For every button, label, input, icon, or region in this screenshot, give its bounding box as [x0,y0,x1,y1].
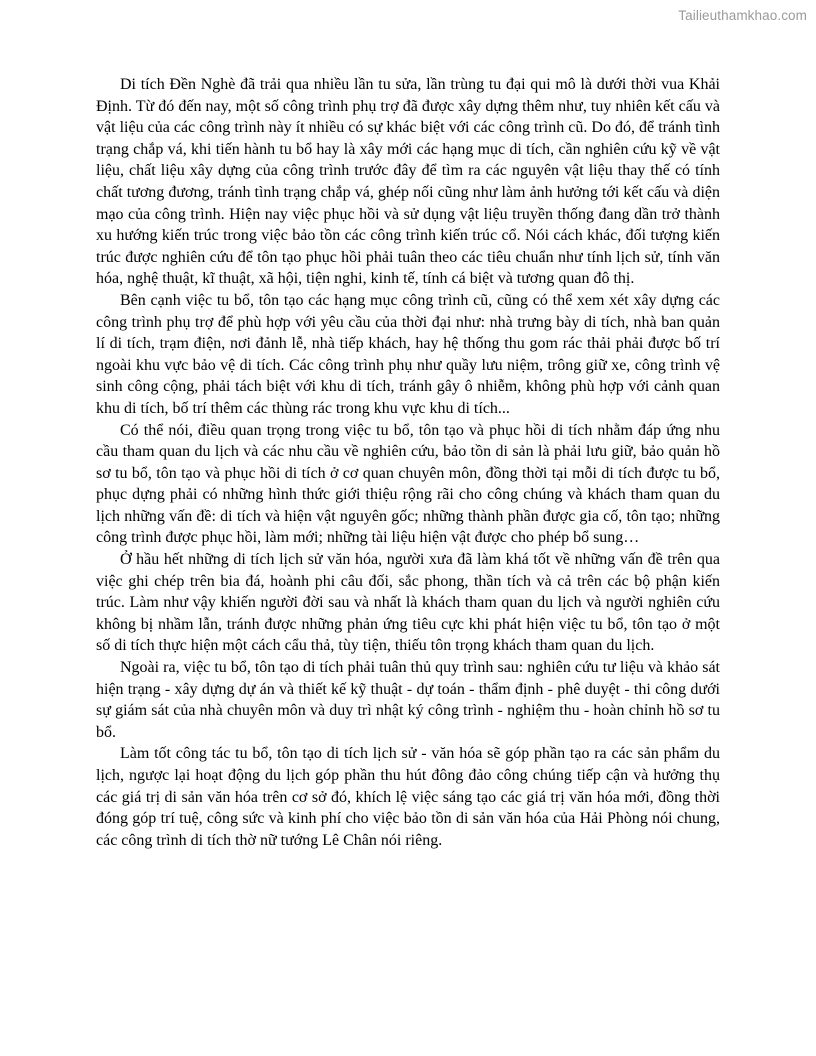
paragraph-3: Có thể nói, điều quan trọng trong việc tu bổ, tôn tạo và phục hồi di tích nhằm đáp ứng nhu cầu tham quan du lịch và các nhu cầu về nghiên cứu, bảo tồn di sản là phải lưu giữ, bảo quản hồ sơ tu bổ, tôn tạo và phục hồi di tích ở cơ quan chuyên môn, đồng thời tại mỗi di tích được tu bổ, phục dựng phải có những hình thức giới thiệu rộng rãi cho công chúng và khách tham quan du lịch những vấn đề: di tích và hiện vật nguyên gốc; những thành phần được gia cố, tôn tạo; những công trình được phục hồi, làm mới; những tài liệu hiện vật được cho phép bổ sung… [96,421,720,547]
document-body [96,74,720,851]
paragraph-6: Làm tốt công tác tu bổ, tôn tạo di tích lịch sử - văn hóa sẽ góp phần tạo ra các sản phẩm du lịch, ngược lại hoạt động du lịch góp phần thu hút đông đảo công chúng tiếp cận và hưởng thụ các giá trị di sản văn hóa trên cơ sở đó, khích lệ việc sáng tạo các giá trị văn hóa mới, đồng thời đóng góp trí tuệ, công sức và kinh phí cho việc bảo tồn di sản văn hóa của Hải Phòng nói chung, các công trình di tích thờ nữ tướng Lê Chân nói riêng. [96,745,720,849]
paragraph-5: Ngoài ra, việc tu bổ, tôn tạo di tích phải tuân thủ quy trình sau: nghiên cứu tư liệu và khảo sát hiện trạng - xây dựng dự án và thiết kế kỹ thuật - dự toán - thẩm định - phê duyệt - thi công dưới sự giám sát của nhà chuyên môn và duy trì nhật ký công trình - nghiệm thu - hoàn chỉnh hồ sơ tu bổ. [96,659,720,741]
paragraph-1: Di tích Đền Nghè đã trải qua nhiều lần tu sửa, lần trùng tu đại qui mô là dưới thời vua Khải Định. Từ đó đến nay, một số công trình phụ trợ đã được xây dựng thêm như, tuy nhiên kết cấu và vật liệu của các công trình này ít nhiều có sự khác biệt với các công trình cũ. Do đó, để tránh tình trạng chắp vá, khi tiến hành tu bổ hay là xây mới các hạng mục di tích, cần nghiên cứu kỹ về vật liệu, chất liệu xây dựng của công trình trước đây để tìm ra các nguyên vật liệu thay thế có tính chất tương đương, tránh tình trạng chắp vá, ghép nối cũng như làm ảnh hưởng tới kết cấu và diện mạo của công trình. Hiện nay việc phục hồi và sử dụng vật liệu truyền thống đang dần trở thành xu hướng kiến trúc trong việc bảo tồn các công trình kiến trúc cổ. Nói cách khác, đối tượng kiến trúc được nghiên cứu để tôn tạo phục hồi phải tuân theo các tiêu chuẩn như tính lịch sử, tính văn hóa, nghệ thuật, kĩ thuật, xã hội, tiện nghi, kinh tế, tính cá biệt và tương quan đô thị. [96,76,720,288]
paragraph-4: Ở hầu hết những di tích lịch sử văn hóa, người xưa đã làm khá tốt về những vấn đề trên qua việc ghi chép trên bia đá, hoành phi câu đối, sắc phong, thần tích và cả trên các bộ phận kiến trúc. Làm như vậy khiến người đời sau và nhất là khách tham quan du lịch và người nghiên cứu không bị nhầm lẫn, tránh được những phản ứng tiêu cực khi phát hiện việc tu bổ, tôn tạo ở một số di tích thực hiện một cách cẩu thả, tùy tiện, thiếu tôn trọng khách tham quan du lịch. [96,551,720,655]
watermark-text: Tailieuthamkhao.com [678,8,807,23]
paragraph-2: Bên cạnh việc tu bổ, tôn tạo các hạng mục công trình cũ, cũng có thể xem xét xây dựng các công trình phụ trợ để phù hợp với yêu cầu của thời đại như: nhà trưng bày di tích, nhà ban quản lí di tích, trạm điện, nơi đảnh lễ, nhà tiếp khách, hay hệ thống thu gom rác thải phải được bố trí ngoài khu vực bảo vệ di tích. Các công trình phụ như quầy lưu niệm, trông giữ xe, công trình vệ sinh công cộng, phải tách biệt với khu di tích, tránh gây ô nhiễm, không phù hợp với cảnh quan khu di tích, bố trí thêm các thùng rác trong khu vực khu di tích... [96,291,720,417]
